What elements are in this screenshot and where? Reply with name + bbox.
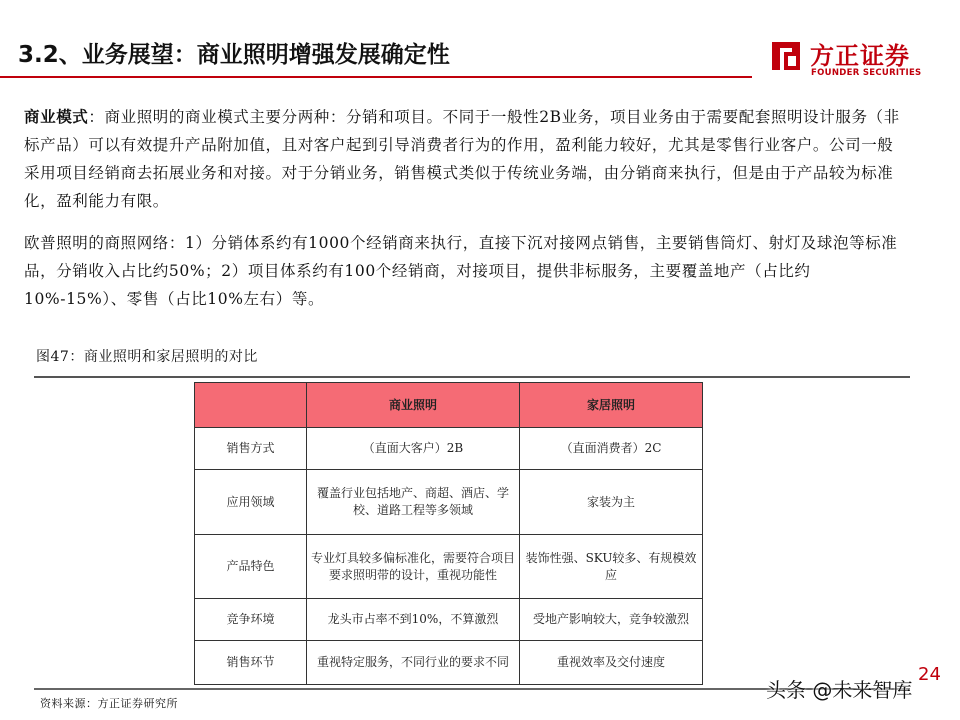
row-label: 销售方式 xyxy=(195,428,307,470)
commercial-cell: （直面大客户）2B xyxy=(307,428,520,470)
home-cell: 重视效率及交付速度 xyxy=(520,641,703,685)
table-row xyxy=(195,535,703,599)
row-label: 竞争环境 xyxy=(195,599,307,641)
business-model-paragraph xyxy=(24,103,904,215)
home-cell: 装饰性强、SKU较多、有规模效应 xyxy=(520,535,703,599)
table-row xyxy=(195,641,703,685)
network-paragraph: 欧普照明的商照网络：1）分销体系约有1000个经销商来执行，直接下沉对接网点销售，主要销售筒灯、射灯及球泡等标准品，分销收入占比约50%；2）项目体系约有100个经销商，对接项目，提供非标服务，主要覆盖地产（占比约10%-15%）、零售（占比10%左右）等。 xyxy=(24,234,898,308)
page-number: 24 xyxy=(918,664,941,685)
home-cell: 家装为主 xyxy=(520,470,703,535)
title-divider xyxy=(0,76,752,78)
source-note: 资料来源：方正证券研究所 xyxy=(40,697,178,710)
commercial-cell: 专业灯具较多偏标准化，需要符合项目要求照明带的设计，重视功能性 xyxy=(307,535,520,599)
watermark: 头条 @未来智库 xyxy=(766,678,913,702)
comparison-table xyxy=(194,382,703,685)
row-label: 销售环节 xyxy=(195,641,307,685)
paragraph-text: ：商业照明的商业模式主要分两种：分销和项目。不同于一般性2B业务，项目业务由于需要配套照明设计服务（非标产品）可以有效提升产品附加值，且对客户起到引导消费者行为的作用，盈利能力较好，尤其是零售行业客户。公司一般采用项目经销商去拓展业务和对接。对于分销业务，销售模式类似于传统业务端，由分销商来执行，但是由于产品较为标准化，盈利能力有限。 xyxy=(24,108,900,210)
page-title: 3.2、业务展望：商业照明增强发展确定性 xyxy=(18,42,450,68)
row-label: 产品特色 xyxy=(195,535,307,599)
paragraph-lead: 商业模式 xyxy=(24,107,89,126)
row-label: 应用领域 xyxy=(195,470,307,535)
founder-logo-icon xyxy=(768,38,804,74)
founder-logo xyxy=(768,36,948,82)
table-header-home: 家居照明 xyxy=(520,383,703,428)
home-cell: （直面消费者）2C xyxy=(520,428,703,470)
table-row xyxy=(195,428,703,470)
logo-chinese-name: 方正证券 xyxy=(810,42,910,70)
figure-title: 图47：商业照明和家居照明的对比 xyxy=(36,349,258,365)
commercial-cell: 重视特定服务，不同行业的要求不同 xyxy=(307,641,520,685)
table-row xyxy=(195,470,703,535)
table-header-row xyxy=(195,383,703,428)
commercial-cell: 龙头市占率不到10%，不算激烈 xyxy=(307,599,520,641)
logo-english-name: FOUNDER SECURITIES xyxy=(811,68,922,78)
commercial-cell: 覆盖行业包括地产、商超、酒店、学校、道路工程等多领域 xyxy=(307,470,520,535)
figure-divider xyxy=(34,376,910,378)
table-header-corner xyxy=(195,383,307,428)
home-cell: 受地产影响较大，竞争较激烈 xyxy=(520,599,703,641)
table-row xyxy=(195,599,703,641)
table-header-commercial: 商业照明 xyxy=(307,383,520,428)
